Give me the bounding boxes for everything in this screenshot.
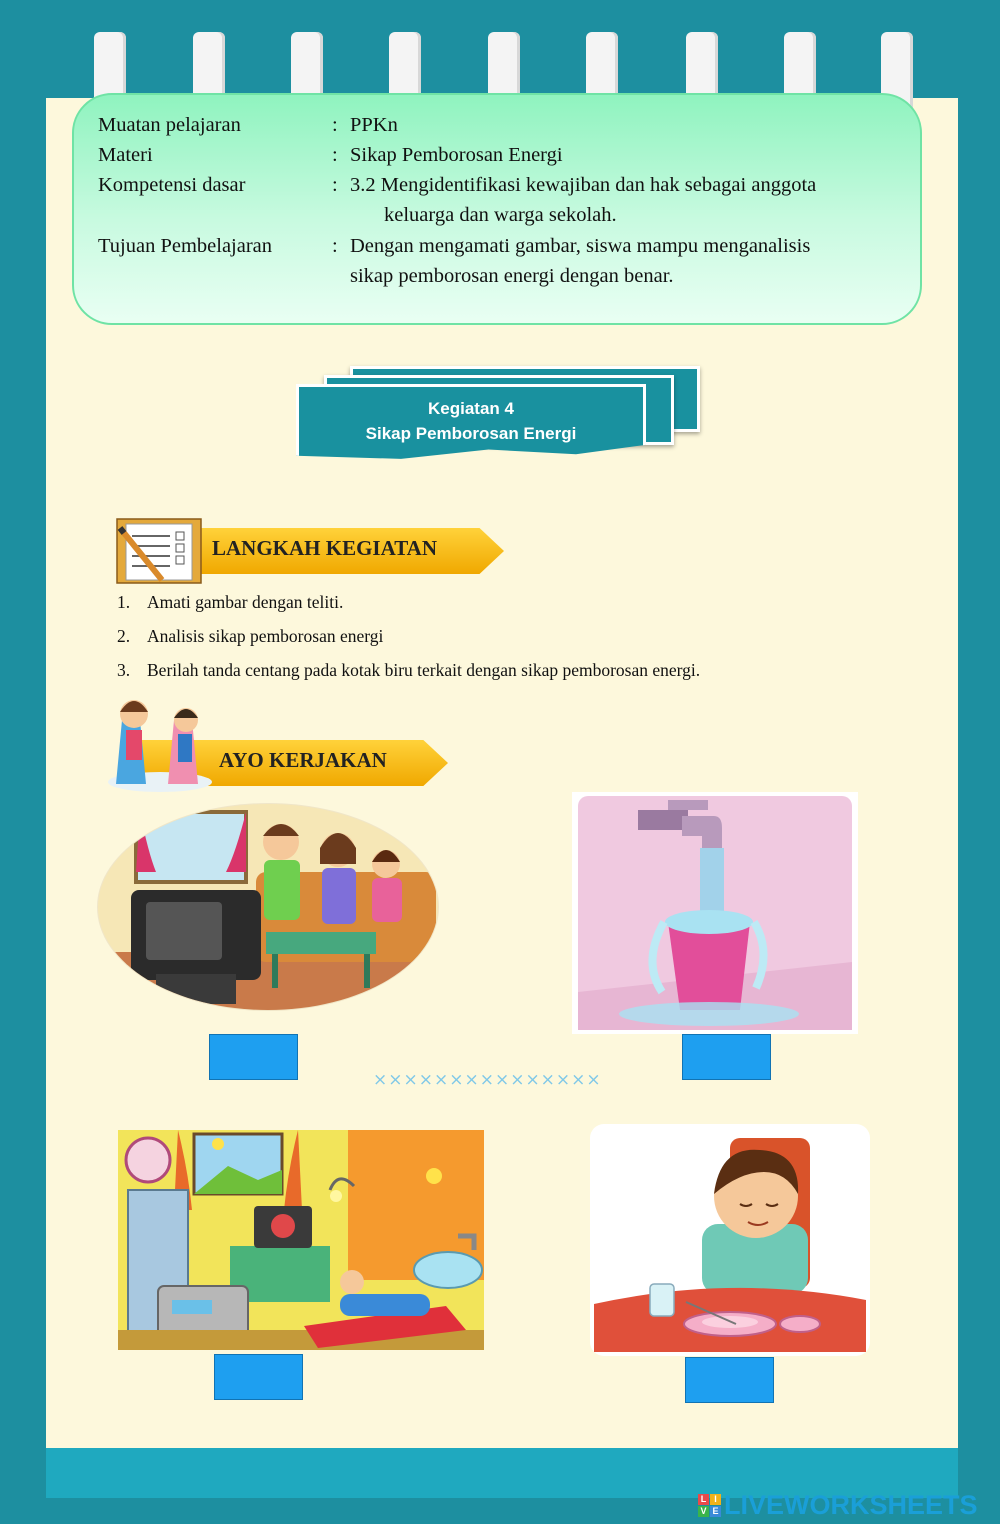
info-colon: :: [332, 144, 338, 166]
liveworksheets-logo: [698, 1490, 978, 1520]
clipboard-icon: [116, 518, 204, 586]
info-label: Materi: [98, 144, 153, 166]
info-row-competency: [98, 170, 918, 230]
info-row-objective: [98, 231, 918, 291]
kids-pencil-icon: [100, 690, 220, 794]
answer-checkbox-2[interactable]: [682, 1034, 771, 1080]
info-row-subject: [98, 110, 918, 140]
info-label: Tujuan Pembelajaran: [98, 235, 273, 257]
info-colon: :: [332, 114, 338, 136]
info-value: Sikap Pemborosan Energi: [350, 144, 563, 166]
info-value: keluarga dan warga sekolah.: [384, 204, 617, 226]
info-label: Muatan pelajaran: [98, 114, 241, 136]
overflowing-bucket-image: [572, 792, 858, 1034]
info-value: PPKn: [350, 114, 398, 136]
step-number: 3.: [117, 660, 131, 680]
info-value: sikap pemborosan energi dengan benar.: [350, 265, 674, 287]
activity-number: Kegiatan 4: [428, 399, 514, 418]
logo-grid-icon: [698, 1494, 721, 1517]
step-number: 2.: [117, 626, 131, 646]
answer-checkbox-4[interactable]: [685, 1357, 774, 1403]
logo-text: LIVEWORKSHEETS: [724, 1489, 978, 1520]
cross-divider: ×××××××××××××××: [373, 1070, 602, 1090]
step-text: Berilah tanda centang pada kotak biru terkait dengan sikap pemborosan energi.: [147, 660, 701, 680]
boy-finished-meal-image: [590, 1124, 870, 1356]
logo-letter: L: [698, 1494, 709, 1505]
langkah-title: LANGKAH KEGIATAN: [212, 536, 437, 560]
activity-title-card: [296, 366, 706, 470]
answer-checkbox-1[interactable]: [209, 1034, 298, 1080]
logo-letter: E: [710, 1506, 721, 1517]
ayo-title: AYO KERJAKAN: [219, 748, 387, 772]
logo-letter: V: [698, 1506, 709, 1517]
activity-topic: Sikap Pemborosan Energi: [365, 424, 577, 443]
family-watching-tv-image: [96, 802, 440, 1012]
step-text: Amati gambar dengan teliti.: [147, 592, 344, 612]
answer-checkbox-3[interactable]: [214, 1354, 303, 1400]
lesson-info-box: [72, 93, 922, 325]
info-label: Kompetensi dasar: [98, 174, 246, 196]
info-value: Dengan mengamati gambar, siswa mampu menganalisis: [350, 235, 811, 257]
info-colon: :: [332, 174, 338, 196]
info-row-material: [98, 140, 918, 170]
activity-title: [296, 396, 646, 446]
info-colon: :: [332, 235, 338, 257]
logo-letter: I: [710, 1494, 721, 1505]
living-room-appliances-image: [118, 1130, 484, 1350]
info-value: 3.2 Mengidentifikasi kewajiban dan hak sebagai anggota: [350, 174, 817, 196]
step-number: 1.: [117, 592, 131, 612]
step-text: Analisis sikap pemborosan energi: [147, 626, 384, 646]
